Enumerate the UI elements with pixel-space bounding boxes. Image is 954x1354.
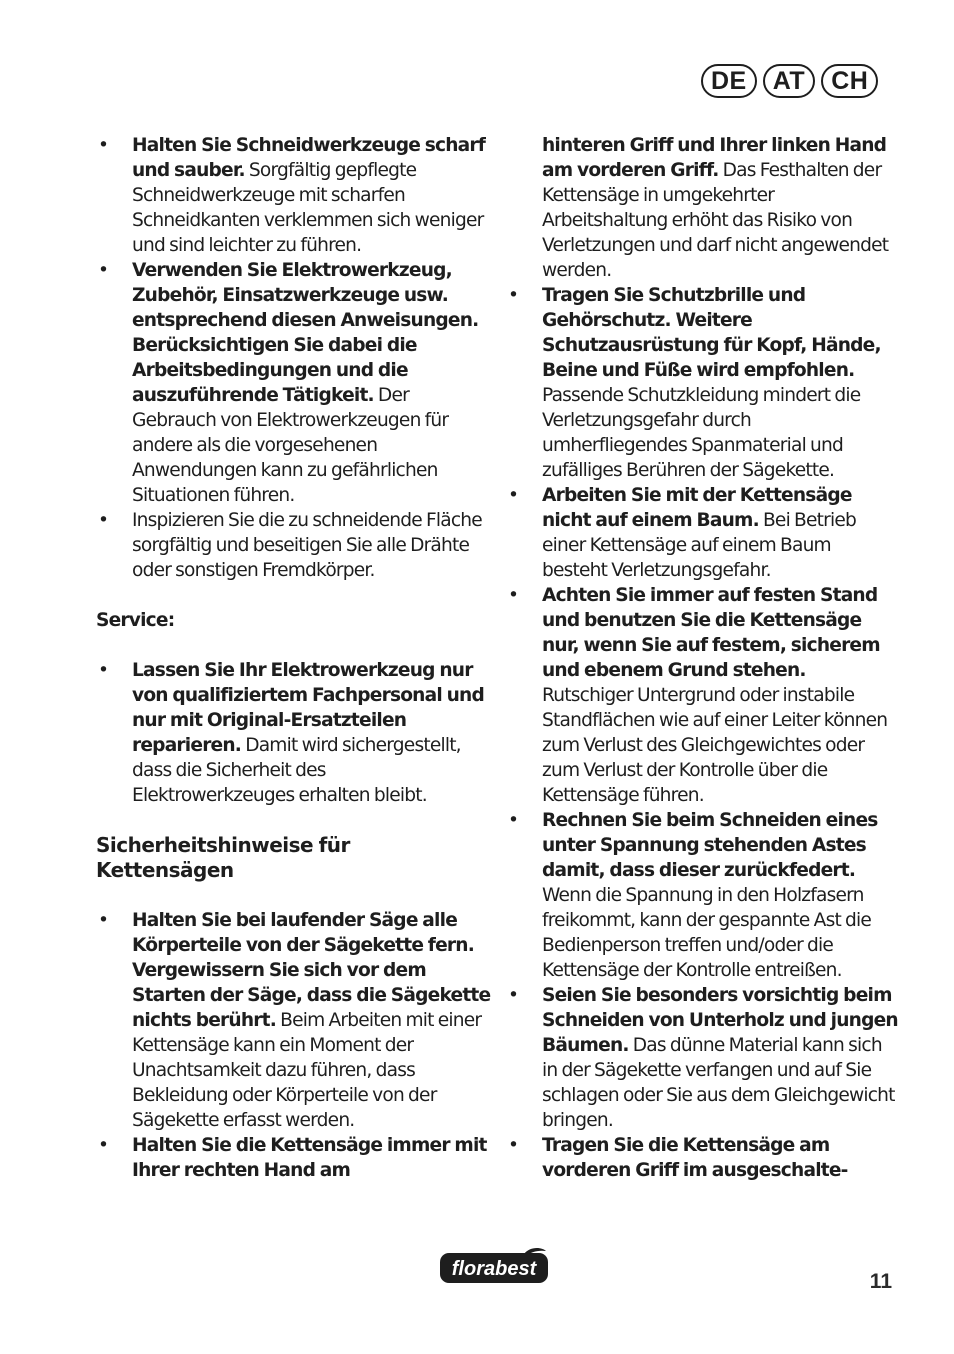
item-bold-text: Achten Sie immer auf festen Stand und benutzen Sie die Kettensäge nur, wenn Sie auf festem, sicherem und ebenem Grund stehen. [542, 585, 880, 681]
item-bold-text: Arbeiten Sie mit der Kettensäge nicht auf einem Baum. [542, 485, 852, 531]
country-tag-ch: CH [821, 64, 878, 98]
list-item [506, 808, 898, 983]
list-item [96, 1133, 492, 1183]
item-text: Wenn die Spannung in den Holzfasern freikommt, kann der gespannte Ast die Bedienperson treffen und/oder die Kettensäge der Kontrolle entreißen. [542, 885, 872, 981]
item-text: Das Festhalten der Kettensäge in umgekehrter Arbeitshaltung erhöht das Risiko von Verletzungen und darf nicht angewendet werden. [542, 160, 889, 281]
list-item [96, 658, 492, 808]
item-bold-text: hinteren Griff und Ihrer linken Hand am vorderen Griff. [542, 135, 887, 181]
list-item [96, 133, 492, 258]
list-item [506, 983, 898, 1133]
service-list [96, 658, 492, 808]
country-tag-de: DE [701, 64, 757, 98]
item-bold-text: Tragen Sie die Kettensäge am vorderen Griff im ausgeschalte- [542, 1135, 848, 1181]
item-text: Rutschiger Untergrund oder instabile Standflächen wie auf einer Leiter können zum Verlust des Gleichgewichtes oder zum Verlust der Kontrolle über die Kettensäge führen. [542, 685, 888, 806]
chainsaw-list-continued [506, 133, 898, 1183]
item-text: Sorgfältig gepflegte Schneidwerkzeuge mit scharfen Schneidkanten verklemmen sich weniger und sind leichter zu führen. [132, 160, 484, 256]
chainsaw-list [96, 908, 492, 1183]
item-text: Inspizieren Sie die zu schneidende Fläche sorgfältig und beseitigen Sie alle Drähte oder sonstigen Fremdkörper. [132, 510, 482, 581]
item-bold-text: Halten Sie Schneidwerkzeuge scharf und sauber. [132, 135, 486, 181]
item-bold-text: Verwenden Sie Elektrowerkzeug, Zubehör, Einsatzwerkzeuge usw. entsprechend diesen Anweisungen. Berücksichtigen Sie dabei die Arbeitsbedingungen und die auszuführende Tätigkeit. [132, 260, 479, 406]
item-bold-text: Halten Sie die Kettensäge immer mit Ihrer rechten Hand am [132, 1135, 487, 1181]
item-text: Der Gebrauch von Elektrowerkzeugen für andere als die vorgesehenen Anwendungen kann zu gefährlichen Situationen führen. [132, 385, 449, 506]
item-bold-text: Halten Sie bei laufender Säge alle Körperteile von der Sägekette fern. Vergewissern Sie sich vor dem Starten der Säge, dass die Sägekette nichts berührt. [132, 910, 491, 1031]
item-bold-text: Seien Sie besonders vorsichtig beim Schneiden von Unterholz und jungen Bäumen. [542, 985, 898, 1056]
section-heading: Sicherheitshinweise für Kettensägen [96, 833, 350, 882]
country-tags [701, 64, 878, 98]
list-item [96, 258, 492, 508]
logo-text: florabest [451, 1258, 537, 1280]
service-heading: Service: [96, 610, 175, 631]
page-number: 11 [869, 1270, 892, 1293]
list-item [506, 283, 898, 483]
list-item [506, 583, 898, 808]
right-column [506, 133, 898, 1183]
item-text: Damit wird sichergestellt, dass die Sicherheit des Elektrowerkzeuges erhalten bleibt. [132, 735, 461, 806]
list-item [96, 508, 492, 583]
item-bold-text: Rechnen Sie beim Schneiden eines unter Spannung stehenden Astes damit, dass dieser zurückfedert. [542, 810, 878, 881]
item-text: Das dünne Material kann sich in der Sägekette verfangen und auf Sie schlagen oder Sie aus dem Gleichgewicht bringen. [542, 1035, 895, 1131]
left-column [96, 133, 492, 1183]
list-item [96, 908, 492, 1133]
list-item-continuation [506, 133, 898, 283]
item-text: Bei Betrieb einer Kettensäge auf einem Baum besteht Verletzungsgefahr. [542, 510, 856, 581]
list-item [506, 483, 898, 583]
safety-list [96, 133, 492, 583]
item-text: Beim Arbeiten mit einer Kettensäge kann ein Moment der Unachtsamkeit dazu führen, dass Bekleidung oder Körperteile von der Sägekette erfasst werden. [132, 1010, 482, 1131]
item-bold-text: Tragen Sie Schutzbrille und Gehörschutz. Weitere Schutzausrüstung für Kopf, Hände, Beine und Füße wird empfohlen. [542, 285, 881, 381]
item-text: Passende Schutzkleidung mindert die Verletzungsgefahr durch umherfliegendes Spanmaterial und zufälliges Berühren der Sägekette. [542, 385, 861, 481]
item-bold-text: Lassen Sie Ihr Elektrowerkzeug nur von qualifiziertem Fachpersonal und nur mit Original-Ersatzteilen reparieren. [132, 660, 484, 756]
country-tag-at: AT [763, 64, 815, 98]
florabest-logo [438, 1247, 550, 1287]
list-item [506, 1133, 898, 1183]
